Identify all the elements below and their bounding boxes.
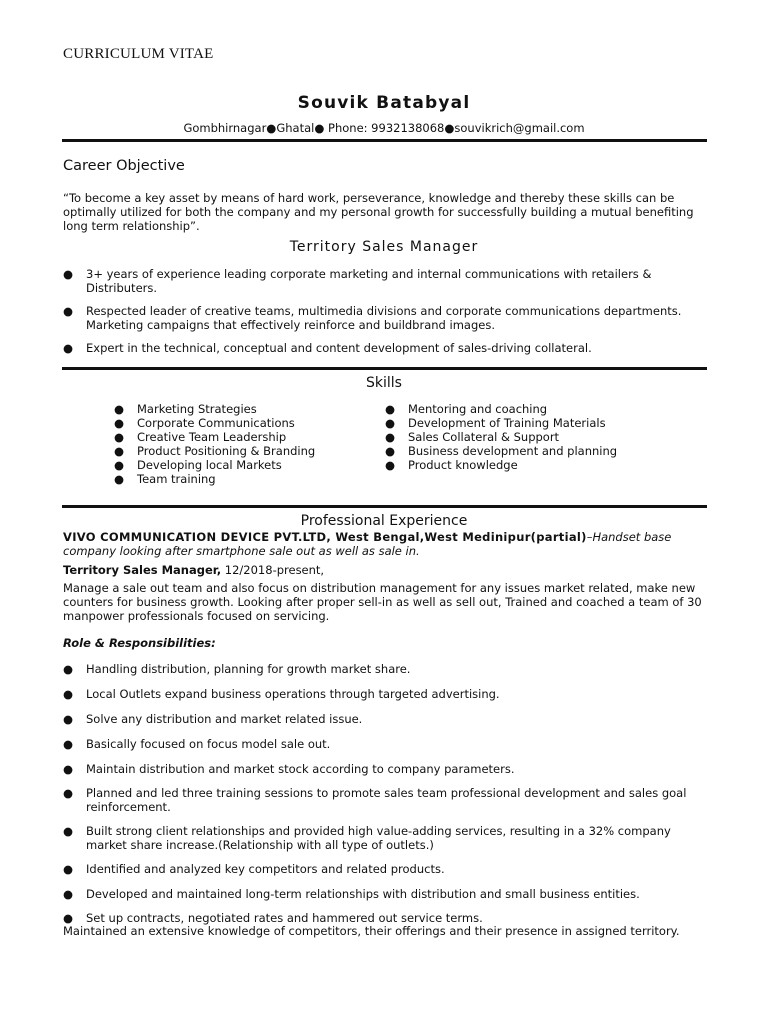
- divider: [62, 367, 707, 370]
- list-item: ● Respected leader of creative teams, multimedia divisions and corporate communications departments. Marketing campaigns that effectively reinforce and buildbrand images.: [63, 304, 682, 332]
- list-item: ● Maintain distribution and market stock according to company parameters.: [63, 762, 515, 776]
- bullet-icon: ●: [63, 862, 74, 876]
- list-item: ● Solve any distribution and market related issue.: [63, 712, 363, 726]
- bullet-icon: ●: [63, 786, 74, 800]
- list-item: ● Local Outlets expand business operations through targeted advertising.: [63, 687, 500, 701]
- bullet-icon: ●: [114, 430, 125, 444]
- list-item: ● Identified and analyzed key competitors and related products.: [63, 862, 445, 876]
- divider: [62, 139, 707, 142]
- skill-item: ● Developing local Markets: [114, 458, 282, 472]
- bullet-icon: ●: [114, 458, 125, 472]
- bullet-icon: ●: [63, 662, 74, 676]
- skill-item: ● Product Positioning & Branding: [114, 444, 316, 458]
- bullet-icon: ●: [114, 416, 125, 430]
- skill-item: ● Product knowledge: [385, 458, 518, 472]
- company-description-cont: company looking after smartphone sale out as well as sale in.: [63, 544, 420, 558]
- list-item: ● 3+ years of experience leading corporate marketing and internal communications with retailers & Distributers.: [63, 267, 652, 295]
- skill-item: ● Business development and planning: [385, 444, 618, 458]
- bullet-icon: ●: [63, 712, 74, 726]
- bullet-icon: ●: [385, 458, 396, 472]
- position-line: [63, 563, 713, 577]
- skill-item: ● Mentoring and coaching: [385, 402, 548, 416]
- skills-title: Skills: [366, 375, 402, 391]
- responsibilities-title: Role & Responsibilities:: [63, 636, 216, 650]
- list-item: ● Handling distribution, planning for growth market share.: [63, 662, 411, 676]
- company-info: [63, 530, 713, 558]
- role-summary-list: [63, 267, 708, 355]
- company-name: VIVO COMMUNICATION DEVICE PVT.LTD, West Bengal,West Medinipur(partial): [63, 530, 587, 544]
- skill-item: ● Creative Team Leadership: [114, 430, 287, 444]
- list-item: ● Planned and led three training sessions to promote sales team professional development and sales goal reinforcement.: [63, 786, 687, 814]
- bullet-icon: ●: [114, 444, 125, 458]
- bullet-icon: ●: [63, 687, 74, 701]
- responsibilities-list: [63, 662, 713, 925]
- candidate-name: Souvik Batabyal: [297, 93, 471, 113]
- list-item: ● Built strong client relationships and provided high value-adding services, resulting in a 32% company market share increase.(Relationship with all type of outlets.): [63, 824, 671, 852]
- experience-title: Professional Experience: [300, 513, 468, 529]
- position-title: Territory Sales Manager,: [63, 563, 222, 577]
- career-objective-title: Career Objective: [63, 158, 185, 174]
- skill-item: ● Corporate Communications: [114, 416, 295, 430]
- skill-item: ● Development of Training Materials: [385, 416, 606, 430]
- bullet-icon: ●: [385, 430, 396, 444]
- list-item: ● Set up contracts, negotiated rates and hammered out service terms.: [63, 911, 483, 925]
- bullet-icon: ●: [63, 341, 74, 355]
- bullet-icon: ●: [63, 824, 74, 838]
- skill-item: ● Sales Collateral & Support: [385, 430, 560, 444]
- list-item: ● Expert in the technical, conceptual and content development of sales-driving collateral.: [63, 341, 592, 355]
- company-description: –Handset base: [586, 530, 672, 544]
- bullet-icon: ●: [63, 911, 74, 925]
- career-objective-text: “To become a key asset by means of hard work, perseverance, knowledge and thereby these skills can be optimally utilized for both the company and my personal growth for successfully building a mutual benefiting long term relationship”.: [63, 191, 694, 233]
- skills-list-right: [385, 402, 685, 472]
- list-item: ● Developed and maintained long-term relationships with distribution and small business entities.: [63, 887, 640, 901]
- skill-item: ● Team training: [114, 472, 216, 486]
- bullet-icon: ●: [63, 762, 74, 776]
- bullet-icon: ●: [63, 304, 74, 318]
- skills-list-left: [114, 402, 364, 486]
- bullet-icon: ●: [63, 737, 74, 751]
- divider: [62, 505, 707, 508]
- closing-text: Maintained an extensive knowledge of competitors, their offerings and their presence in assigned territory.: [63, 924, 680, 938]
- bullet-icon: ●: [114, 402, 125, 416]
- bullet-icon: ●: [385, 416, 396, 430]
- bullet-icon: ●: [385, 402, 396, 416]
- experience-summary: Manage a sale out team and also focus on distribution management for any issues market related, make new counters for business growth. Looking after proper sell-in as well as sell out, Trained and coached a team of 30 manpower professionals focused on servicing.: [63, 581, 702, 623]
- bullet-icon: ●: [114, 472, 125, 486]
- bullet-icon: ●: [385, 444, 396, 458]
- list-item: ● Basically focused on focus model sale out.: [63, 737, 331, 751]
- contact-line: Gombhirnagar●Ghatal● Phone: 9932138068●souvikrich@gmail.com: [183, 121, 585, 135]
- skill-item: ● Marketing Strategies: [114, 402, 257, 416]
- role-summary-title: Territory Sales Manager: [289, 239, 479, 255]
- position-period: 12/2018-present,: [221, 563, 325, 577]
- bullet-icon: ●: [63, 887, 74, 901]
- bullet-icon: ●: [63, 267, 74, 281]
- cv-heading: CURRICULUM VITAE: [63, 46, 214, 62]
